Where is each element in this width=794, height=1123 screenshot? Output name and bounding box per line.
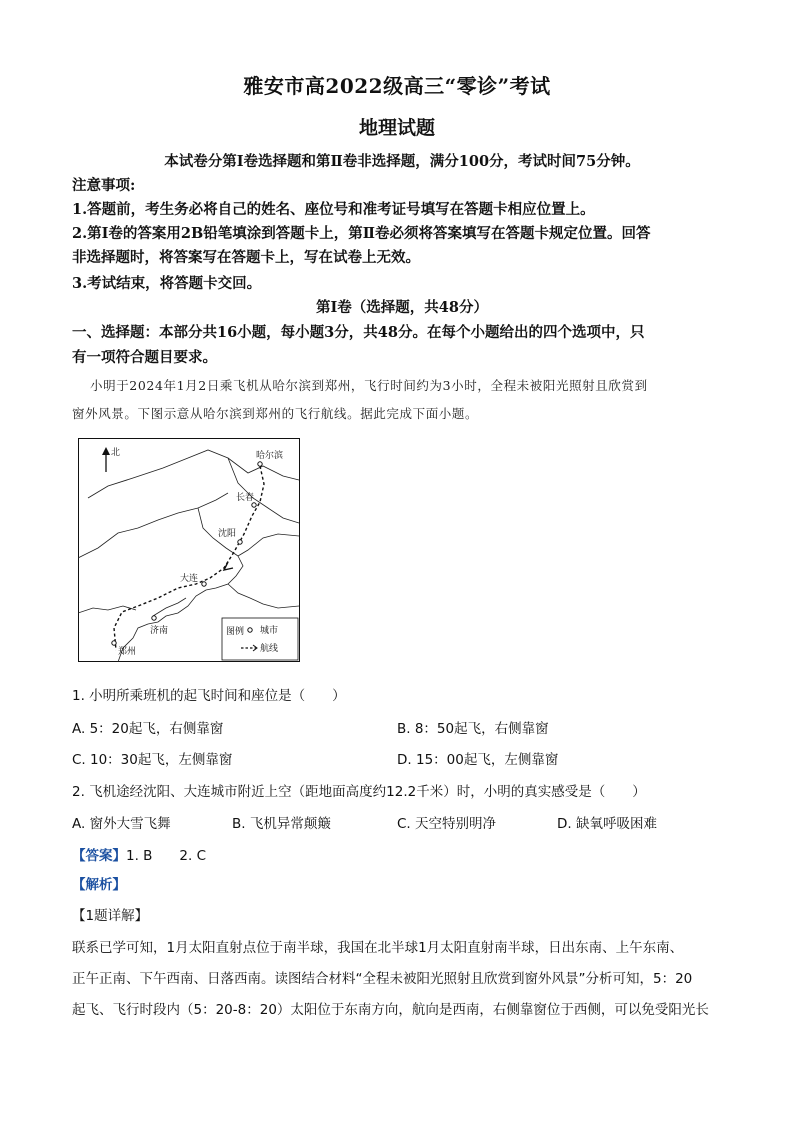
notes-item-1: 1.答题前，考生务必将自己的姓名、座位号和准考证号填写在答题卡相应位置上。	[72, 201, 595, 218]
city-label-harbin: 哈尔滨	[256, 451, 284, 461]
passage-line-1: 小明于2024年1月2日乘飞机从哈尔滨到郑州，飞行时间约为3小时，全程未被阳光照射且欣赏到	[90, 378, 648, 393]
answer-tag: 【答案】	[72, 848, 126, 864]
analysis-tag: 【解析】	[72, 877, 126, 893]
subject-title: 地理试题	[358, 117, 435, 139]
city-label-zhengzhou: 郑州	[118, 647, 137, 657]
answer-text: 1. B 2. C	[126, 848, 207, 864]
notes-heading: 注意事项:	[72, 177, 136, 194]
question-2-option-d: D. 缺氧呼吸困难	[557, 816, 657, 832]
question-1-option-d: D. 15：00起飞，左侧靠窗	[397, 752, 559, 768]
question-2-option-b: B. 飞机异常颠簸	[232, 816, 331, 832]
detail-line-3: 起飞、飞行时段内（5：20-8：20）太阳位于东南方向，航向是西南，右侧靠窗位于西侧，可以免受阳光长	[72, 1002, 709, 1018]
city-label-dalian: 大连	[180, 574, 199, 584]
city-marker-jinan	[152, 616, 156, 620]
city-label-shenyang: 沈阳	[218, 529, 237, 539]
notes-item-2b: 非选择题时，将答案写在答题卡上，写在试卷上无效。	[72, 249, 420, 266]
city-marker-dalian	[202, 582, 206, 586]
legend-title-1: 图例	[226, 627, 245, 637]
legend-route-label: 航线	[260, 644, 279, 654]
city-label-jinan: 济南	[150, 626, 169, 636]
detail-tag: 【1题详解】	[72, 908, 149, 924]
section-instruction-b: 有一项符合题目要求。	[72, 349, 217, 366]
question-2-option-c: C. 天空特别明净	[397, 816, 497, 832]
section-instruction-a: 一、选择题：本部分共16小题，每小题3分，共48分。在每个小题给出的四个选项中，只	[72, 324, 645, 341]
city-marker-harbin	[258, 462, 262, 466]
detail-line-1: 联系已学可知，1月太阳直射点位于南半球，我国在北半球1月太阳直射南半球，日出东南、上午东南、	[72, 940, 684, 956]
question-2-option-a: A. 窗外大雪飞舞	[72, 816, 171, 832]
north-label: 北	[111, 448, 121, 458]
city-marker-changchun	[252, 503, 256, 507]
city-marker-zhengzhou	[112, 641, 116, 645]
passage-line-2: 窗外风景。下图示意从哈尔滨到郑州的飞行航线。据此完成下面小题。	[72, 406, 479, 421]
section-heading: 第Ⅰ卷（选择题，共48分）	[316, 299, 488, 316]
answer-line	[72, 844, 732, 864]
question-1-stem: 1. 小明所乘班机的起飞时间和座位是（ ）	[72, 688, 346, 704]
detail-line-2: 正午正南、下午西南、日落西南。读图结合材料“全程未被阳光照射且欣赏到窗外风景”分析可知，5：20	[72, 971, 693, 987]
city-marker-shenyang	[238, 540, 242, 544]
question-1-option-a: A. 5：20起飞，右侧靠窗	[72, 721, 224, 737]
notes-item-2a: 2.第Ⅰ卷的答案用2B铅笔填涂到答题卡上，第Ⅱ卷必须将答案填写在答题卡规定位置。回答	[72, 225, 651, 242]
question-1-option-b: B. 8：50起飞，右侧靠窗	[397, 721, 549, 737]
question-1-option-c: C. 10：30起飞，左侧靠窗	[72, 752, 233, 768]
legend-city-icon	[248, 628, 252, 632]
flight-route-map	[78, 438, 300, 662]
city-label-changchun: 长春	[236, 493, 255, 503]
exam-intro: 本试卷分第Ⅰ卷选择题和第Ⅱ卷非选择题，满分100分，考试时间75分钟。	[164, 153, 640, 170]
question-2-stem: 2. 飞机途经沈阳、大连城市附近上空（距地面高度约12.2千米）时，小明的真实感受是（ ）	[72, 784, 646, 800]
exam-title: 雅安市高2022级高三“零诊”考试	[243, 74, 551, 98]
notes-item-3: 3.考试结束，将答题卡交回。	[72, 275, 262, 292]
legend-city-label: 城市	[260, 626, 279, 636]
